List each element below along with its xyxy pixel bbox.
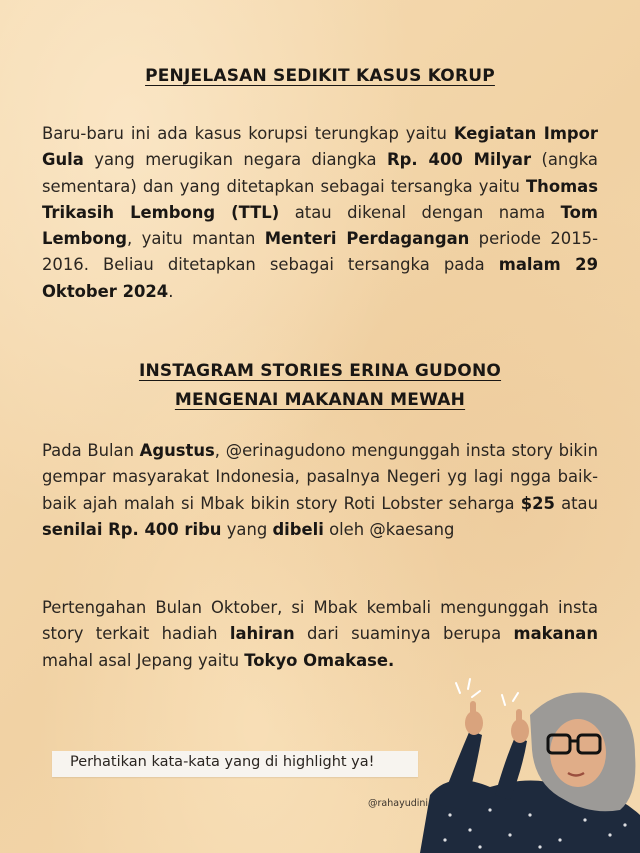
person-illustration xyxy=(410,675,640,853)
paragraph-text: atau xyxy=(554,493,598,513)
paragraph-text: Baru-baru ini ada kasus korupsi terungkap yaitu xyxy=(42,124,454,143)
section-2-paragraph-2 xyxy=(42,595,598,674)
paragraph-text: dari suaminya berupa xyxy=(294,624,514,644)
highlight-text: Rp. 400 Milyar xyxy=(387,150,532,170)
paragraph-text: Pertengahan Bulan Oktober, si Mbak kembali mengunggah insta story terkait hadiah xyxy=(42,598,598,644)
section-2-paragraph-1 xyxy=(42,438,598,543)
highlight-text: Tom Lembong xyxy=(42,202,599,249)
paragraph-text: , yaitu mantan xyxy=(127,229,265,249)
highlight-text: Kegiatan Impor Gula xyxy=(42,124,598,170)
highlight-banner-text: Perhatikan kata-kata yang di highlight ya! xyxy=(70,754,375,770)
highlight-text: Tokyo Omakase. xyxy=(244,650,395,670)
highlight-text: Thomas Trikasih Lembong (TTL) xyxy=(42,176,598,222)
paragraph-text: atau dikenal dengan nama xyxy=(279,202,561,222)
highlight-text: malam 29 Oktober 2024 xyxy=(42,255,598,301)
section-2-heading xyxy=(0,357,640,415)
highlight-banner xyxy=(52,751,418,777)
section-1-paragraph xyxy=(42,121,598,305)
paragraph-text: . xyxy=(168,281,174,301)
paragraph-text: mahal asal Jepang yaitu xyxy=(42,650,245,670)
section-1-heading: PENJELASAN SEDIKIT KASUS KORUP xyxy=(145,66,495,86)
highlight-text: lahiran xyxy=(229,624,295,644)
paragraph-text: yang xyxy=(221,519,273,539)
highlight-text: Agustus xyxy=(139,441,215,460)
highlight-text: dibeli xyxy=(272,519,324,539)
highlight-text: $25 xyxy=(520,493,555,513)
highlight-text: makanan xyxy=(513,624,598,644)
paragraph-text: periode 2015-2016. Beliau ditetapkan sebagai tersangka pada xyxy=(42,229,598,275)
section-2-heading-line2: MENGENAI MAKANAN MEWAH xyxy=(174,390,466,410)
paragraph-text: (angka sementara) dan yang ditetapkan sebagai tersangka yaitu xyxy=(42,150,598,196)
paragraph-text: , @erinagudono mengunggah insta story bikin gempar masyarakat Indonesia, pasalnya Negeri yg lagi ngga baik-baik ajah malah si Mbak bikin story Roti Lobster seharga xyxy=(42,441,598,513)
paragraph-text: oleh @kaesang xyxy=(323,519,455,539)
sparkle-icon xyxy=(456,679,518,705)
paragraph-text: yang merugikan negara diangka xyxy=(83,150,388,170)
credit-handle: @rahayudini xyxy=(368,798,429,809)
section-2-heading-line1: INSTAGRAM STORIES ERINA GUDONO xyxy=(138,361,502,381)
paragraph-text: Pada Bulan xyxy=(42,441,140,460)
highlight-text: senilai Rp. 400 ribu xyxy=(42,519,222,539)
highlight-text: Menteri Perdagangan xyxy=(264,229,470,249)
